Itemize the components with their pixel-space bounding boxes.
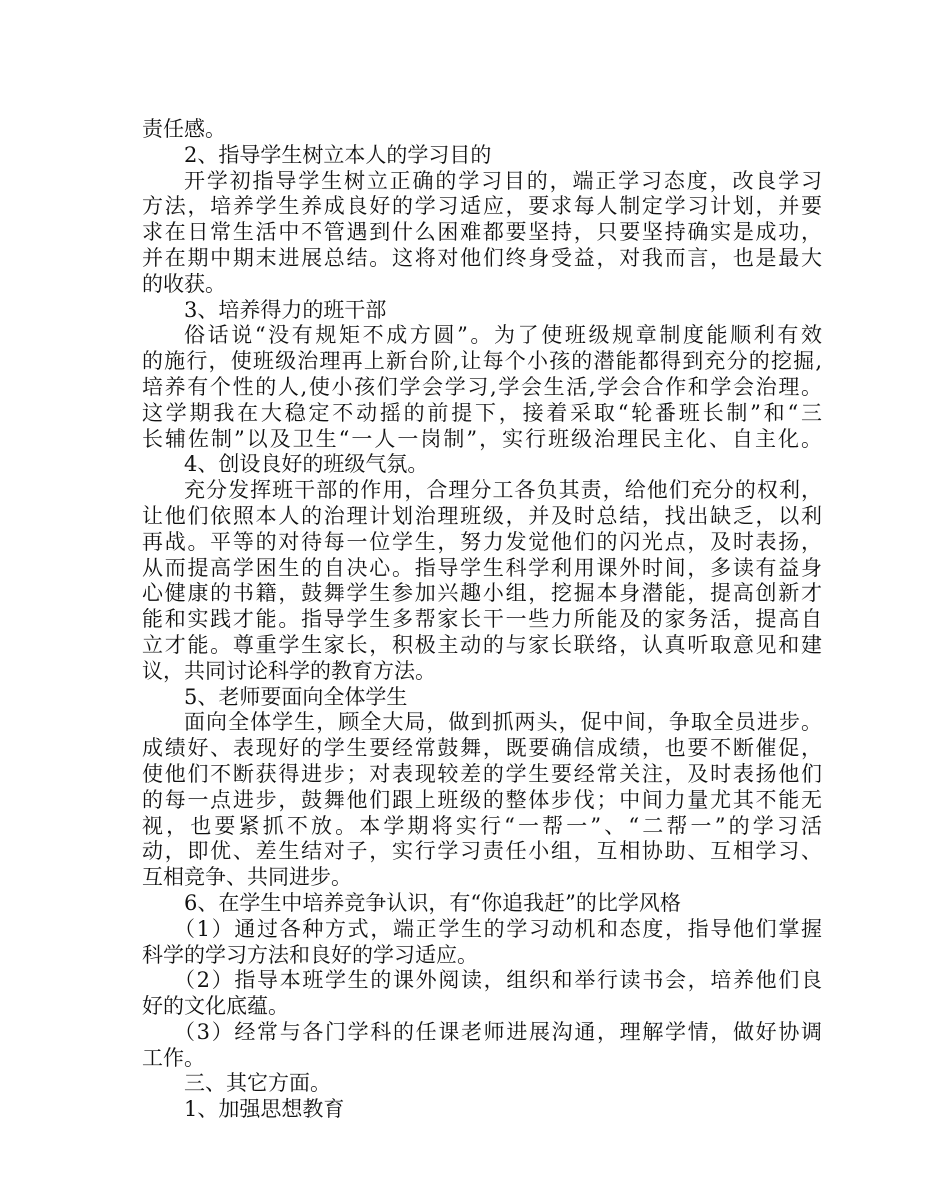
text-line: 使他们不断获得进步；对表现较差的学生要经常关注，及时表扬他们 (142, 761, 822, 786)
text-line: 视，也要紧抓不放。本学期将实行“一帮一”、“二帮一”的学习活 (142, 813, 822, 838)
text-line: 方法，培养学生养成良好的学习适应，要求每人制定学习计划，并要 (142, 194, 822, 219)
text-line: 这学期我在大稳定不动摇的前提下，接着采取“轮番班长制”和“三 (142, 400, 822, 425)
text-line: 的每一点进步，鼓舞他们跟上班级的整体步伐；中间力量尤其不能无 (142, 787, 822, 812)
text-line: （3）经常与各门学科的任课老师进展沟通，理解学情，做好协调 (174, 1019, 822, 1044)
text-line: 动，即优、差生结对子，实行学习责任小组，互相协助、互相学习、 (142, 839, 822, 864)
text-line: 议，共同讨论科学的教育方法。 (142, 658, 436, 683)
text-line: 6、在学生中培养竞争认识，有“你追我赶”的比学风格 (184, 890, 681, 915)
text-line: 充分发挥班干部的作用，合理分工各负其责，给他们充分的权利， (184, 478, 822, 503)
text-line: 面向全体学生，顾全大局，做到抓两头，促中间，争取全员进步。 (184, 710, 822, 735)
text-line: 的收获。 (142, 271, 226, 296)
text-line: 成绩好、表现好的学生要经常鼓舞，既要确信成绩，也要不断催促， (142, 736, 822, 761)
text-line: 工作。 (142, 1045, 205, 1070)
text-line: 长辅佐制”以及卫生“一人一岗制”，实行班级治理民主化、自主化。 (142, 426, 822, 451)
text-line: 三、其它方面。 (184, 1071, 331, 1096)
text-line: 培养有个性的人,使小孩们学会学习,学会生活,学会合作和学会治理。 (142, 374, 822, 399)
text-line: 5、老师要面向全体学生 (184, 684, 408, 709)
text-line: 好的文化底蕴。 (142, 994, 289, 1019)
text-line: 互相竞争、共同进步。 (142, 865, 352, 890)
text-line: 责任感。 (142, 117, 226, 141)
text-line: 俗话说“没有规矩不成方圆”。为了使班级规章制度能顺利有效 (184, 323, 822, 348)
text-line: 让他们依照本人的治理计划治理班级，并及时总结，找出缺乏，以利 (142, 503, 822, 528)
text-line: 2、指导学生树立本人的学习目的 (184, 142, 492, 167)
text-line: 心健康的书籍，鼓舞学生参加兴趣小组，挖掘本身潜能，提高创新才 (142, 581, 822, 606)
text-line: 从而提高学困生的自决心。指导学生科学利用课外时间，多读有益身 (142, 555, 822, 580)
text-line: 开学初指导学生树立正确的学习目的，端正学习态度，改良学习 (184, 168, 822, 193)
text-line: （2）指导本班学生的课外阅读，组织和举行读书会，培养他们良 (174, 968, 822, 993)
text-line: 1、加强思想教育 (184, 1097, 345, 1122)
text-line: 科学的学习方法和良好的学习适应。 (142, 942, 478, 967)
text-line: 能和实践才能。指导学生多帮家长干一些力所能及的家务活，提高自 (142, 607, 822, 632)
text-line: 4、创设良好的班级气氛。 (184, 452, 429, 477)
text-line: 再战。平等的对待每一位学生，努力发觉他们的闪光点，及时表扬， (142, 529, 822, 554)
text-line: 并在期中期末进展总结。这将对他们终身受益，对我而言，也是最大 (142, 245, 822, 270)
text-line: 的施行，使班级治理再上新台阶,让每个小孩的潜能都得到充分的挖掘, (142, 349, 822, 374)
text-line: 求在日常生活中不管遇到什么困难都要坚持，只要坚持确实是成功， (142, 220, 822, 245)
text-line: （1）通过各种方式，端正学生的学习动机和态度，指导他们掌握 (174, 916, 822, 941)
document-page (142, 117, 822, 1123)
text-line: 立才能。尊重学生家长，积极主动的与家长联络，认真听取意见和建 (142, 632, 822, 657)
text-line: 3、培养得力的班干部 (184, 297, 387, 322)
